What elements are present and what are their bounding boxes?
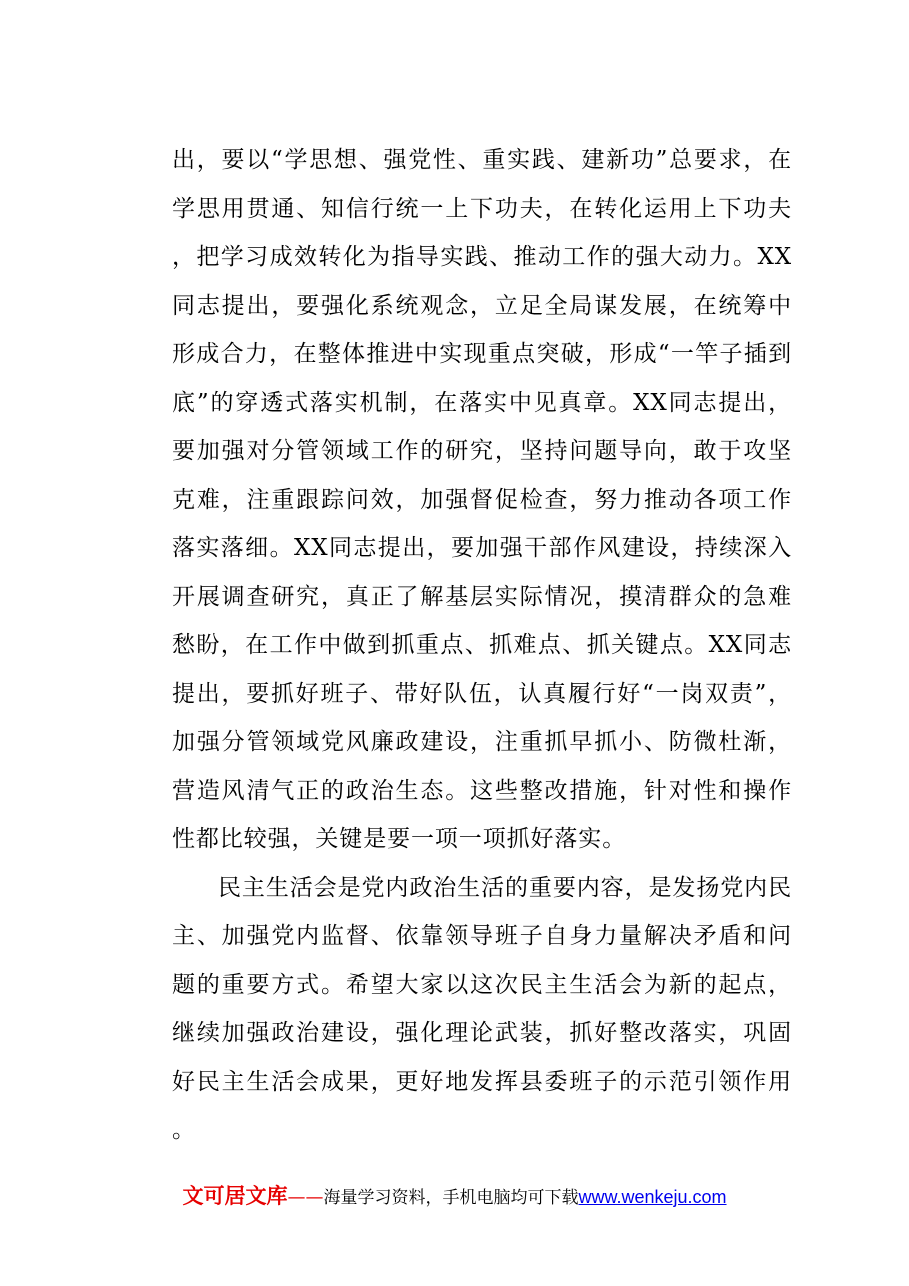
footer-slogan: 海量学习资料，手机电脑均可下载 [323, 1188, 579, 1208]
footer-brand: 文可居文库 [182, 1184, 288, 1208]
paragraph-1: 出，要以“学思想、强党性、重实践、建新功”总要求，在学思用贯通、知信行统一上下功夫，在转化运用上下功夫，把学习成效转化为指导实践、推动工作的强大动力。XX同志提出，要强化系统观念，立足全局谋发展，在统筹中形成合力，在整体推进中实现重点突破，形成“一竿子插到底”的穿透式落实机制，在落实中见真章。XX同志提出，要加强对分管领域工作的研究，坚持问题导向，敢于攻坚克难，注重跟踪问效，加强督促检查，努力推动各项工作落实落细。XX同志提出，要加强干部作风建设，持续深入开展调查研究，真正了解基层实际情况，摸清群众的急难愁盼，在工作中做到抓重点、抓难点、抓关键点。XX同志提出，要抓好班子、带好队伍，认真履行好“一岗双责”，加强分管领域党风廉政建设，注重抓早抓小、防微杜渐，营造风清气正的政治生态。这些整改措施，针对性和操作性都比较强，关键是要一项一项抓好落实。 [172, 147, 792, 852]
document-body [172, 136, 792, 1155]
paragraph-2: 民主生活会是党内政治生活的重要内容，是发扬党内民主、加强党内监督、依靠领导班子自身力量解决矛盾和问题的重要方式。希望大家以这次民主生活会为新的起点，继续加强政治建设，强化理论武装，抓好整改落实，巩固好民主生活会成果，更好地发挥县委班子的示范引领作用。 [172, 874, 792, 1143]
footer-website-link[interactable]: www.wenkeju.com [578, 1187, 727, 1207]
footer-dash: —— [287, 1187, 324, 1208]
footer-banner [0, 1180, 909, 1210]
